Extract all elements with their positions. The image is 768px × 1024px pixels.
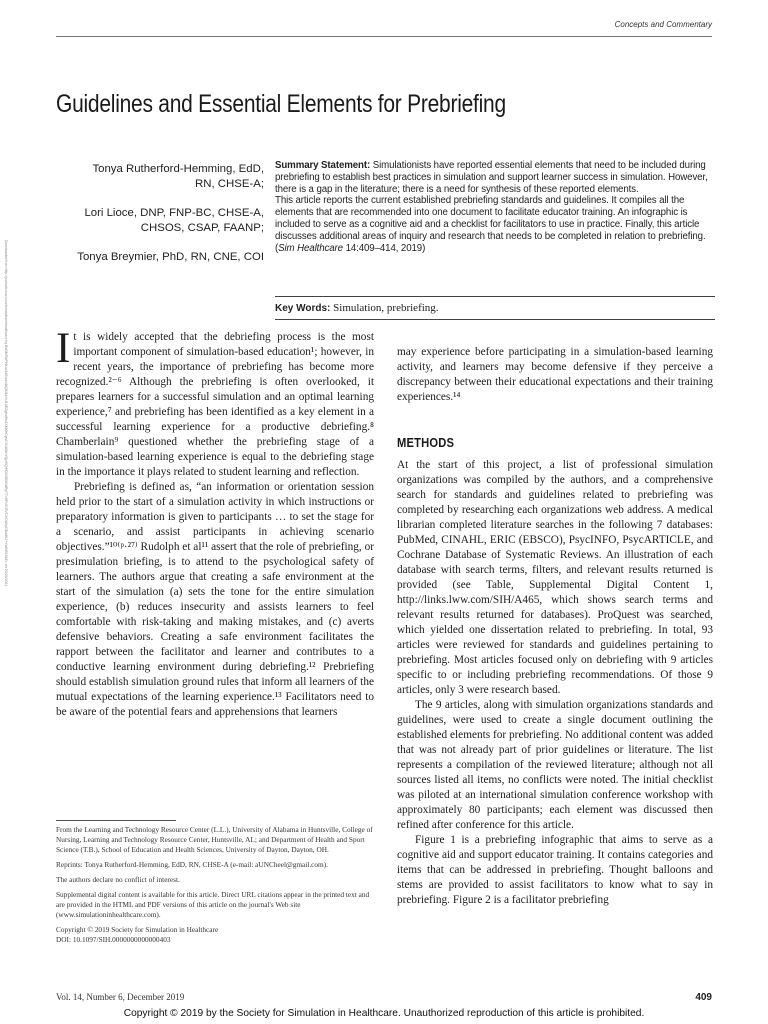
drop-cap: I [56,325,71,372]
footnote-doi: DOI: 10.1097/SIH.0000000000000403 [56,935,171,944]
methods-paragraph-2: The 9 articles, along with simulation organizations standards and guidelines, were used to create a single document outlining the established elements for prebriefing. No additional content was added that was not already part of prior guidelines or literature. The list represents a compilation of the reviewed literature; although not all sources listed all items, no conflicts were noted. The initial checklist was piloted at an international simulation conference workshop with approximately 80 participants; each element was discussed then refined after conference for this article. [397,699,713,831]
footnote-copyright: Copyright © 2019 Society for Simulation in Healthcare [56,925,219,934]
intro-paragraph-continued: may experience before participating in a simulation-based learning activity, and learners may become defensive if they perceive a discrepancy between their educational expectations and their training experiences.¹⁴ [397,346,713,403]
body-column-left [56,325,374,720]
keywords-label: Key Words: [275,303,331,314]
keywords [275,302,715,314]
summary-label: Summary Statement: [275,160,371,171]
author-3-line1: Tonya Breymier, PhD, RN, CNE, COI [77,251,264,263]
keywords-text: Simulation, prebriefing. [333,302,439,314]
author-2-line1: Lori Lioce, DNP, FNP-BC, CHSE-A, [84,207,264,219]
methods-paragraph-1: At the start of this project, a list of professional simulation organizations was compiled by the authors, and a comprehensive search for standards and guidelines related to prebriefing was completed by researching each organizations web address. A medical librarian completed literature searches in the following 7 databases: PubMed, CINAHL, ERIC (EBSCO), PsycINFO, PsycARTICLE, and Cochrane Database of Systematic Reviews. An illustration of each database with search terms, filters, and relevant results returned is provided (see Table, Supplemental Digital Content 1, http://links.lww.com/SIH/A465, which shows search terms and relevant results returned for databases). ProQuest was searched, which yielded one dissertation related to prebriefing. In total, 93 articles were reviewed for standards and guidelines pertaining to prebriefing. Most articles focused only on debriefing with 9 articles specific to or including prebriefing recommendations. Of those 9 articles, only 3 were research based. [397,459,713,696]
summary-paragraph-1: Simulationists have reported essential elements that need to be included during prebriefing to establish best practices in simulation and support learner success in simulation. However, there is a gap in the literature; there is a need for synthesis of these reported elements. [275,160,708,195]
footnote-conflict: The authors declare no conflict of interest. [56,875,180,884]
author-1-line1: Tonya Rutherford-Hemming, EdD, [92,163,264,175]
keywords-rule-top [275,296,715,297]
author-3 [46,250,264,265]
page-number: 409 [695,992,712,1003]
article-title: Guidelines and Essential Elements for Prebriefing [56,90,506,118]
header-rule [56,36,712,37]
footnote-supplemental: Supplemental digital content is available for this article. Direct URL citations appear in the printed text and are provided in the HTML and PDF versions of this article on the journal's Web site (www.simulationinhealthcare.com). [56,890,370,919]
running-head: Concepts and Commentary [614,20,712,29]
footnote-affiliations: From the Learning and Technology Resource Center (L.L.), University of Alabama in Huntsville, College of Nursing, Learning and Technology Resource Center, Huntsville, AL; and Department of Health and Sport Science (T.B.), School of Education and Health Sciences, University of Dayton, Dayton, OH. [56,825,373,854]
footnotes [56,825,374,950]
summary-statement [275,160,715,254]
keywords-rule-bottom [275,319,715,320]
footnote-reprints: Reprints: Tonya Rutherford-Hemming, EdD, RN, CHSE-A (e-mail: aUNCheel@gmail.com). [56,860,328,869]
footnote-rule [56,820,176,821]
citation-journal: Sim Healthcare [278,242,343,254]
methods-paragraph-3: Figure 1 is a prebriefing infographic that aims to serve as a cognitive aid and support educator training. It contains categories and items that can be addressed in prebriefing. Thought balloons and stems are provided to assist facilitators to know what to say in prebriefing. Figure 2 is a facilitator prebriefing [397,834,713,906]
intro-paragraph-2: Prebriefing is defined as, “an information or orientation session held prior to the start of a simulation activity in which instructions or preparatory information is given to participants … to set the stage for a scenario, and assist participants in achieving scenario objectives.”¹⁰⁽ᵖ·²⁷⁾ Rudolph et al¹¹ assert that the role of prebriefing, or presimulation briefing, is to attend to the psychological safety of learners. The authors argue that creating a safe environment at the start of the simulation (a) sets the tone for the entire simulation experience, (b) reduces insecurity and assists learners to feel comfortable with risk-taking and making mistakes, and (c) averts defensive behaviors. Creating a safe environment facilitates the rapport between the facilitator and learner and contributes to a conductive learning environment during debriefing.¹² Prebriefing should establish simulation ground rules that inform all learners of the mutual expectations of the learning experience.¹³ Facilitators need to be aware of the potential fears and apprehensions that learners [56,481,374,718]
issue-info: Vol. 14, Number 6, December 2019 [56,992,185,1002]
body-column-right [397,345,713,908]
citation-details: 14:409–414, 2019) [345,242,426,254]
intro-paragraph-1: t is widely accepted that the debriefing process is the most important component of simulation-based education¹; however, in recent years, the importance of prebriefing has become more recognized.²⁻⁶ Although the prebriefing is often overlooked, it prepares learners for a successful simulation and an optimal learning experience,⁷ and prebriefing has been identified as a key element in a successful learning experience for a productive debriefing.⁸ Chamberlain⁹ questioned whether the prebriefing stage of a simulation-based learning experience is equal to the debriefing stage in the importance it plays related to student learning and reflection. [56,331,374,478]
author-2-line2: CHSOS, CSAP, FAANP; [140,222,264,234]
author-2 [56,206,264,236]
author-1 [56,162,264,192]
copyright-notice: Copyright © 2019 by the Society for Simulation in Healthcare. Unauthorized reproduction of this article is prohibited. [123,1008,645,1019]
download-side-note: Downloaded from http://journals.lww.com/simulationinhealthcare by BhDMf5ePHKav1zEoum1tQfN4a+kJLhEZgbsIHo4XMi0hCywCX1AWnYQp/IlQrHD3i3D0OdRyi7TvSFl4Cf3VC4/OAVpDDa8K2+Ya6H515kE= on 03/20/2021 [4,240,8,587]
summary-paragraph-2: This article reports the current established prebriefing standards and guidelines. It compiles all the elements that are recommended into one document to facilitate educator training. An infographic is included to serve as a cognitive aid and a checklist for facilitators to use in practice. Finally, this article discusses additional areas of inquiry and research that needs to be completed in relation to prebriefing. [275,195,706,242]
author-1-line2: RN, CHSE-A; [195,178,264,190]
methods-heading: METHODS [397,435,455,450]
summary-citation: (Sim Healthcare 14:409–414, 2019) [275,242,426,254]
